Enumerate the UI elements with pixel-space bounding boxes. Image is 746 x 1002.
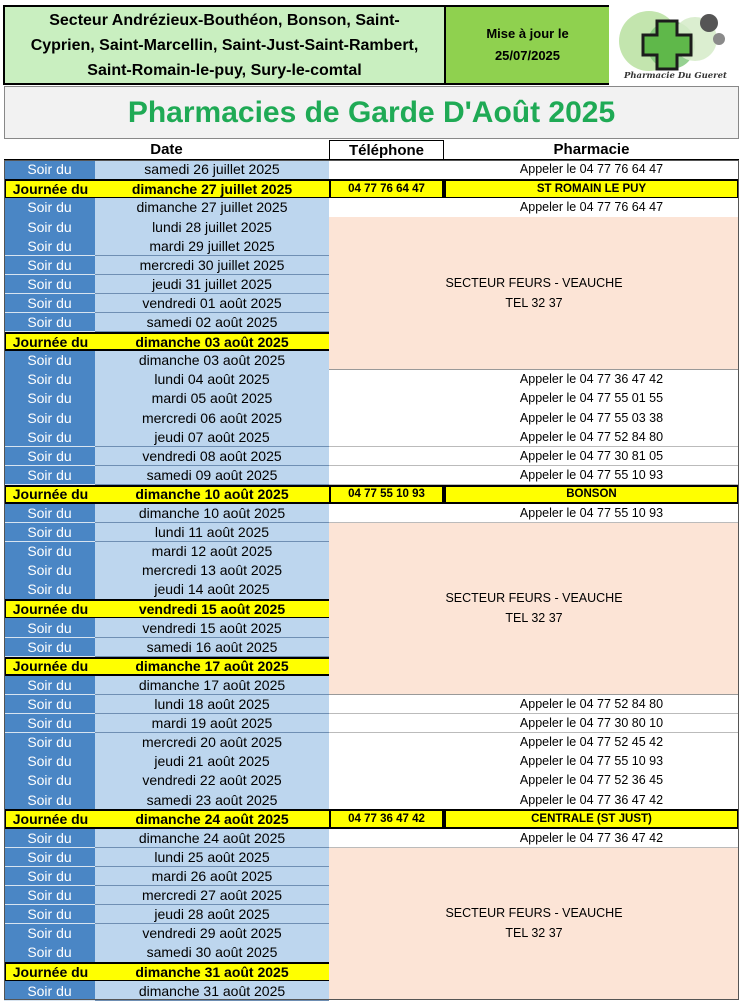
row-pharmacy: Appeler le 04 77 76 64 47: [444, 198, 739, 218]
row-date: lundi 04 août 2025: [95, 370, 329, 390]
row-phone: 04 77 36 47 42: [329, 809, 444, 829]
row-date: samedi 26 juillet 2025: [95, 160, 329, 180]
row-date: jeudi 14 août 2025: [95, 580, 329, 600]
row-label: Soir du: [4, 714, 95, 734]
row-pharmacy: Appeler le 04 77 55 03 38: [444, 408, 739, 428]
row-pharmacy: CENTRALE (ST JUST): [444, 809, 739, 829]
row-label: Journée du: [4, 962, 95, 982]
row-label: Journée du: [4, 599, 95, 619]
row-date: lundi 11 août 2025: [95, 523, 329, 543]
row-date: dimanche 27 juillet 2025: [95, 198, 329, 218]
row-date: mardi 29 juillet 2025: [95, 236, 329, 256]
row-phone: [329, 714, 444, 734]
row-date: dimanche 10 août 2025: [95, 504, 329, 524]
row-date: mercredi 13 août 2025: [95, 561, 329, 581]
row-phone: 04 77 55 10 93: [329, 485, 444, 505]
row-pharmacy: Appeler le 04 77 76 64 47: [444, 160, 739, 180]
row-label: Soir du: [4, 943, 95, 963]
row-date: vendredi 22 août 2025: [95, 771, 329, 791]
row-label: Soir du: [4, 217, 95, 237]
sector-line: Cyprien, Saint-Marcellin, Saint-Just-Saint-Rambert,: [30, 36, 419, 54]
row-label: Soir du: [4, 618, 95, 638]
row-label: Journée du: [4, 657, 95, 677]
row-label: Soir du: [4, 867, 95, 887]
row-label: Soir du: [4, 561, 95, 581]
row-pharmacy: Appeler le 04 77 36 47 42: [444, 370, 739, 390]
row-label: Soir du: [4, 466, 95, 486]
row-phone: [329, 160, 444, 180]
row-pharmacy: BONSON: [444, 485, 739, 505]
row-date: dimanche 17 août 2025: [95, 676, 329, 696]
row-date: samedi 16 août 2025: [95, 638, 329, 658]
row-phone: [329, 504, 444, 524]
row-label: Soir du: [4, 695, 95, 715]
row-label: Soir du: [4, 504, 95, 524]
row-date: samedi 02 août 2025: [95, 313, 329, 333]
row-date: dimanche 03 août 2025: [95, 332, 329, 352]
sector-block-title: SECTEUR FEURS - VEAUCHE: [445, 591, 623, 606]
row-label: Soir du: [4, 886, 95, 906]
row-phone: [329, 466, 444, 486]
row-date: mercredi 06 août 2025: [95, 408, 329, 428]
row-label: Soir du: [4, 676, 95, 696]
sector-box: [3, 5, 446, 85]
row-label: Soir du: [4, 389, 95, 409]
row-label: Journée du: [4, 485, 95, 505]
row-date: samedi 09 août 2025: [95, 466, 329, 486]
row-date: dimanche 27 juillet 2025: [95, 179, 329, 199]
row-date: lundi 28 juillet 2025: [95, 217, 329, 237]
row-label: Soir du: [4, 294, 95, 314]
row-date: mardi 19 août 2025: [95, 714, 329, 734]
row-label: Soir du: [4, 160, 95, 180]
row-date: mardi 12 août 2025: [95, 542, 329, 562]
row-pharmacy: Appeler le 04 77 55 01 55: [444, 389, 739, 409]
row-phone: [329, 771, 444, 791]
sector-feurs-veauche-block: [329, 217, 739, 370]
row-pharmacy: Appeler le 04 77 55 10 93: [444, 466, 739, 486]
row-phone: [329, 370, 444, 390]
row-phone: [329, 198, 444, 218]
row-label: Soir du: [4, 542, 95, 562]
update-date: 25/07/2025: [494, 48, 561, 63]
row-date: mardi 05 août 2025: [95, 389, 329, 409]
row-pharmacy: Appeler le 04 77 52 84 80: [444, 427, 739, 447]
row-phone: [329, 752, 444, 772]
row-phone: [329, 447, 444, 467]
row-date: mardi 26 août 2025: [95, 867, 329, 887]
row-label: Soir du: [4, 924, 95, 944]
row-pharmacy: Appeler le 04 77 30 81 05: [444, 447, 739, 467]
row-date: lundi 25 août 2025: [95, 848, 329, 868]
row-date: vendredi 29 août 2025: [95, 924, 329, 944]
column-header-pharmacie: Pharmacie: [444, 140, 739, 160]
row-date: dimanche 31 août 2025: [95, 962, 329, 982]
row-label: Soir du: [4, 848, 95, 868]
row-label: Soir du: [4, 351, 95, 371]
row-label: Soir du: [4, 523, 95, 543]
row-phone: 04 77 76 64 47: [329, 179, 444, 199]
row-date: samedi 23 août 2025: [95, 790, 329, 810]
column-header-date: Date: [4, 140, 329, 160]
update-box: [446, 5, 609, 85]
update-label: Mise à jour le: [486, 26, 569, 41]
row-label: Soir du: [4, 905, 95, 925]
row-date: vendredi 01 août 2025: [95, 294, 329, 314]
row-label: Soir du: [4, 313, 95, 333]
row-label: Journée du: [4, 809, 95, 829]
row-label: Soir du: [4, 198, 95, 218]
row-date: vendredi 15 août 2025: [95, 618, 329, 638]
row-label: Soir du: [4, 790, 95, 810]
row-label: Soir du: [4, 733, 95, 753]
row-label: Soir du: [4, 427, 95, 447]
row-label: Soir du: [4, 638, 95, 658]
row-label: Soir du: [4, 580, 95, 600]
sector-block-phone: TEL 32 37: [505, 926, 563, 941]
column-header-telephone: Téléphone: [329, 140, 444, 160]
row-label: Soir du: [4, 981, 95, 1001]
row-date: vendredi 15 août 2025: [95, 599, 329, 619]
row-phone: [329, 408, 444, 428]
row-label: Soir du: [4, 236, 95, 256]
row-pharmacy: Appeler le 04 77 52 45 42: [444, 733, 739, 753]
sector-block-phone: TEL 32 37: [505, 611, 563, 626]
row-label: Soir du: [4, 370, 95, 390]
row-label: Journée du: [4, 332, 95, 352]
row-date: mercredi 27 août 2025: [95, 886, 329, 906]
row-label: Soir du: [4, 771, 95, 791]
sector-feurs-veauche-block: [329, 523, 739, 695]
row-label: Soir du: [4, 447, 95, 467]
row-date: dimanche 31 août 2025: [95, 981, 329, 1001]
row-pharmacy: Appeler le 04 77 30 80 10: [444, 714, 739, 734]
row-date: lundi 18 août 2025: [95, 695, 329, 715]
sector-block-title: SECTEUR FEURS - VEAUCHE: [445, 906, 623, 921]
sector-line: Secteur Andrézieux-Bouthéon, Bonson, Saint-: [49, 11, 400, 29]
row-pharmacy: Appeler le 04 77 36 47 42: [444, 790, 739, 810]
row-pharmacy: Appeler le 04 77 52 36 45: [444, 771, 739, 791]
sector-block-phone: TEL 32 37: [505, 296, 563, 311]
row-pharmacy: Appeler le 04 77 52 84 80: [444, 695, 739, 715]
row-label: Soir du: [4, 829, 95, 849]
sector-line: Saint-Romain-le-puy, Sury-le-comtal: [87, 61, 362, 79]
row-label: Soir du: [4, 256, 95, 276]
row-date: jeudi 28 août 2025: [95, 905, 329, 925]
row-phone: [329, 733, 444, 753]
row-date: vendredi 08 août 2025: [95, 447, 329, 467]
row-date: jeudi 31 juillet 2025: [95, 275, 329, 295]
row-date: samedi 30 août 2025: [95, 943, 329, 963]
row-phone: [329, 695, 444, 715]
row-label: Soir du: [4, 752, 95, 772]
row-date: dimanche 17 août 2025: [95, 657, 329, 677]
row-label: Soir du: [4, 408, 95, 428]
row-date: dimanche 03 août 2025: [95, 351, 329, 371]
row-date: dimanche 10 août 2025: [95, 485, 329, 505]
sector-block-title: SECTEUR FEURS - VEAUCHE: [445, 276, 623, 291]
row-phone: [329, 829, 444, 849]
row-phone: [329, 427, 444, 447]
row-date: jeudi 07 août 2025: [95, 427, 329, 447]
row-label: Journée du: [4, 179, 95, 199]
row-date: mercredi 30 juillet 2025: [95, 256, 329, 276]
row-pharmacy: Appeler le 04 77 55 10 93: [444, 752, 739, 772]
row-pharmacy: Appeler le 04 77 55 10 93: [444, 504, 739, 524]
row-date: dimanche 24 août 2025: [95, 829, 329, 849]
row-phone: [329, 389, 444, 409]
row-pharmacy: Appeler le 04 77 36 47 42: [444, 829, 739, 849]
page-title: Pharmacies de Garde D'Août 2025: [4, 86, 739, 139]
row-phone: [329, 790, 444, 810]
sector-feurs-veauche-block: [329, 848, 739, 1001]
row-pharmacy: ST ROMAIN LE PUY: [444, 179, 739, 199]
logo-text: Pharmacie Du Gueret: [623, 71, 727, 81]
row-label: Soir du: [4, 275, 95, 295]
row-date: mercredi 20 août 2025: [95, 733, 329, 753]
pharmacy-logo: [609, 5, 742, 85]
row-date: dimanche 24 août 2025: [95, 809, 329, 829]
row-date: jeudi 21 août 2025: [95, 752, 329, 772]
